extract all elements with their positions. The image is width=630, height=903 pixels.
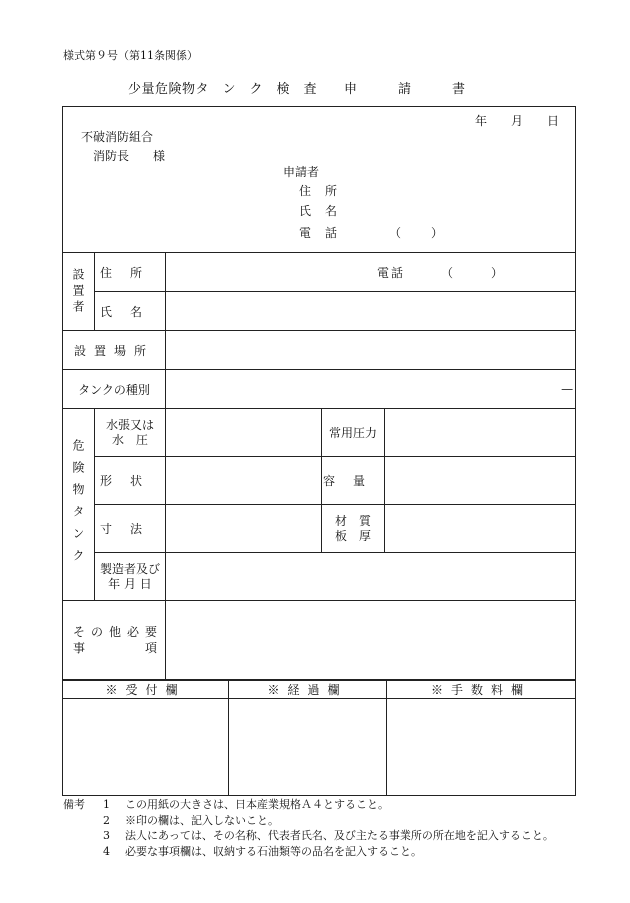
fee-field bbox=[387, 699, 576, 796]
capacity-label: 容量 bbox=[322, 457, 385, 505]
tank-type-field[interactable] bbox=[166, 370, 576, 409]
installer-name-field[interactable] bbox=[166, 292, 576, 331]
installer-group-label: 設置者 bbox=[63, 253, 95, 331]
installer-address-label: 住所 bbox=[95, 253, 166, 292]
other-items-field[interactable] bbox=[166, 601, 576, 680]
applicant-name-label: 氏名 bbox=[299, 204, 352, 218]
header-section bbox=[63, 107, 576, 253]
org-name: 不破消防組合 bbox=[81, 130, 154, 144]
installer-phone-open: （ bbox=[441, 265, 456, 280]
installer-phone bbox=[377, 264, 505, 281]
note-item: 4 必要な事項欄は、収納する石油類等の品名を記入すること。 bbox=[103, 844, 422, 858]
installer-address-field[interactable] bbox=[166, 253, 576, 292]
other-items-label: その他必要 事 項 bbox=[63, 601, 166, 680]
maker-date-label: 製造者及び 年 月 日 bbox=[95, 553, 166, 601]
form-number: 様式第９号（第11条関係） bbox=[63, 49, 198, 62]
installer-phone-label: 電話 bbox=[377, 265, 406, 280]
fee-header: ※手数料欄 bbox=[387, 681, 576, 699]
dimensions-field[interactable] bbox=[166, 505, 322, 553]
reception-field bbox=[63, 699, 229, 796]
document-title: 少量危険物タ ン ク 検 査 申 請 書 bbox=[128, 82, 466, 97]
applicant-label: 申請者 bbox=[283, 165, 320, 179]
shape-label: 形状 bbox=[95, 457, 166, 505]
progress-header: ※経過欄 bbox=[229, 681, 387, 699]
normal-pressure-label: 常用圧力 bbox=[322, 409, 385, 457]
shape-field[interactable] bbox=[166, 457, 322, 505]
notes bbox=[63, 797, 554, 859]
material-thickness-field[interactable] bbox=[385, 505, 576, 553]
applicant-address-label: 住所 bbox=[299, 184, 352, 198]
reception-header: ※受付欄 bbox=[63, 681, 229, 699]
tank-type-dash: — bbox=[561, 382, 574, 396]
note-item: 備考 1 この用紙の大きさは、日本産業規格Ａ４とすること。 bbox=[63, 798, 389, 811]
normal-pressure-field[interactable] bbox=[385, 409, 576, 457]
location-label: 設置場所 bbox=[63, 331, 166, 370]
note-item: 2 ※印の欄は、記入しないこと。 bbox=[103, 813, 279, 827]
location-field[interactable] bbox=[166, 331, 576, 370]
installer-phone-close: ） bbox=[491, 265, 506, 280]
water-test-field[interactable] bbox=[166, 409, 322, 457]
progress-field bbox=[229, 699, 387, 796]
tank-type-label: タンクの種別 bbox=[63, 370, 166, 409]
date-line: 年 月 日 bbox=[475, 114, 560, 128]
addressee-line: 消防長 様 bbox=[93, 149, 166, 163]
maker-date-field[interactable] bbox=[166, 553, 576, 601]
applicant-phone-parens: （） bbox=[389, 226, 474, 240]
installer-name-label: 氏名 bbox=[95, 292, 166, 331]
application-form-table bbox=[62, 106, 576, 680]
office-use-table bbox=[62, 680, 576, 796]
dimensions-label: 寸法 bbox=[95, 505, 166, 553]
notes-label: 備考 bbox=[63, 798, 85, 811]
note-item: 3 法人にあっては、その名称、代表者氏名、及び主たる事業所の所在地を記入すること。 bbox=[103, 829, 554, 842]
capacity-field[interactable] bbox=[385, 457, 576, 505]
applicant-phone-label: 電話 bbox=[299, 226, 352, 240]
material-thickness-label: 材 質 板 厚 bbox=[322, 505, 385, 553]
tank-group-label: 危険物タンク bbox=[63, 409, 95, 601]
water-test-label: 水張又は 水 圧 bbox=[95, 409, 166, 457]
